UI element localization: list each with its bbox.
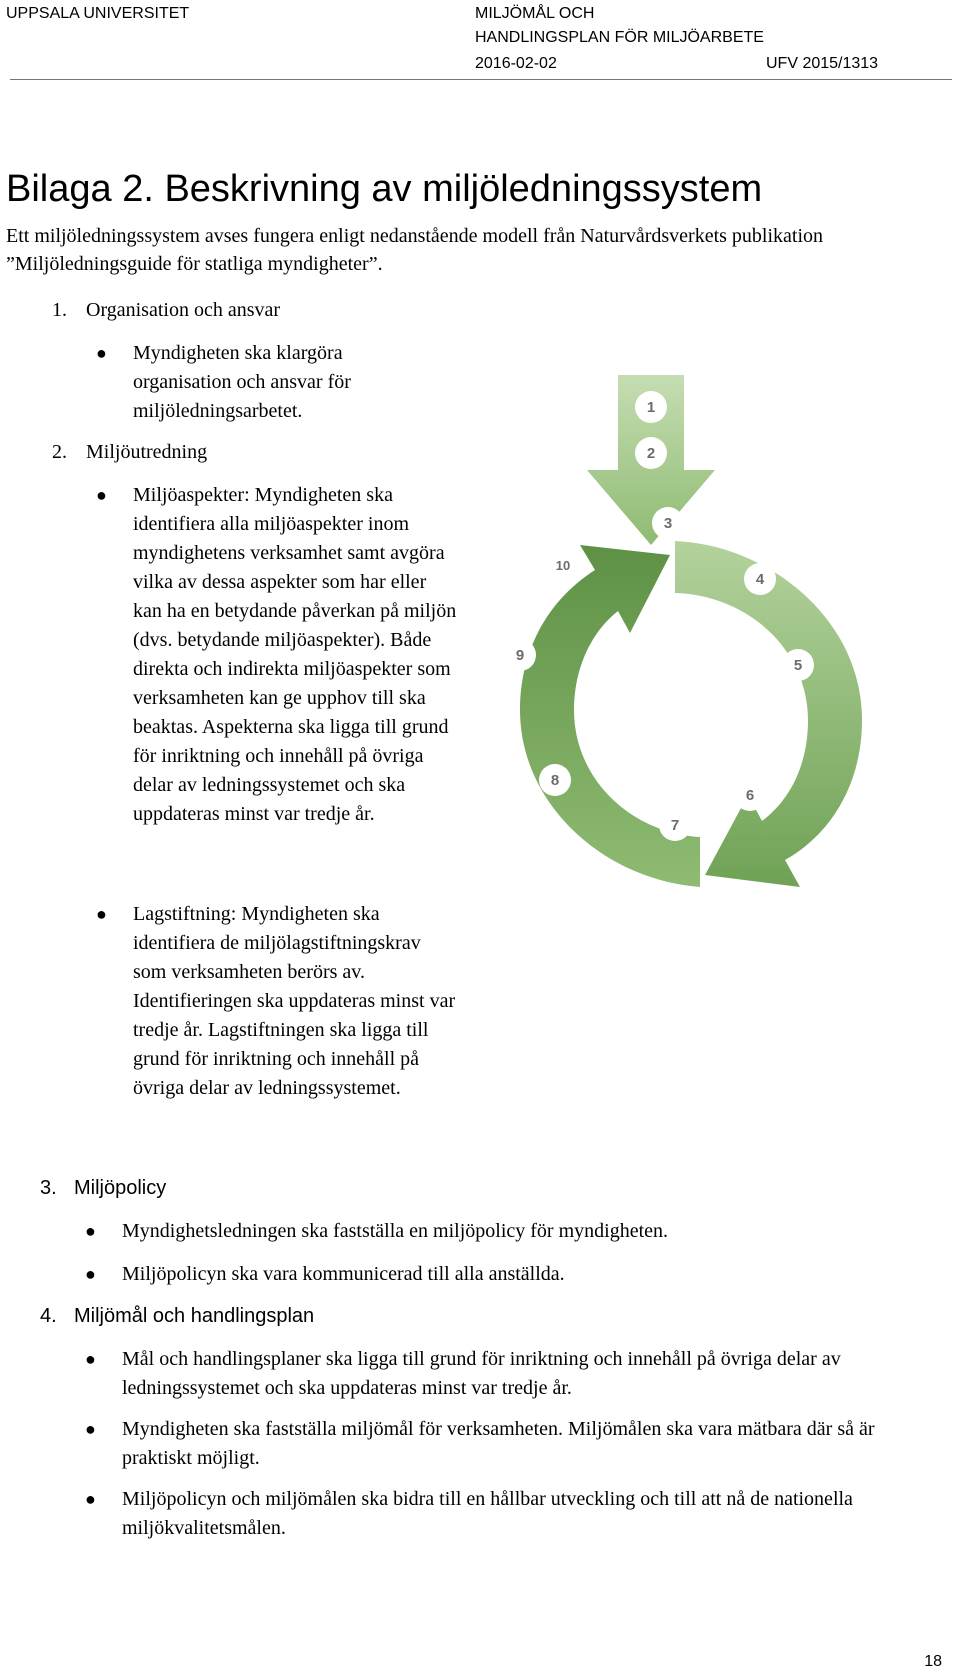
list-item: ● Myndigheten ska fastställa miljömål för verksamheten. Miljömålen ska vara mätbara där så är praktiskt möjligt. [122,1415,947,1473]
step-badge-label: 7 [670,817,680,834]
bullet-icon: ● [85,1221,96,1241]
bullet-icon: ● [96,485,107,505]
section-2-heading [52,438,207,466]
right-cycle-arrow [675,541,862,887]
step-badge-6 [734,779,766,811]
step-badge-label: 4 [755,571,765,588]
step-badge-4 [744,563,776,595]
header-date: 2016-02-02 [475,55,557,72]
step-badge-label: 8 [550,772,560,789]
header-institution: UPPSALA UNIVERSITET [6,5,190,22]
list-item: ● Lagstiftning: Myndigheten ska identifiera de miljölagstiftningskrav som verksamheten berörs av. Identifieringen ska uppdateras minst var tredje år. Lagstiftningen ska ligga till grund för inriktning och innehåll på övriga delar av ledningssystemet. [133,900,458,1103]
section-title: Miljömål och handlingsplan [74,1305,315,1327]
section-number: 3. [40,1177,57,1199]
header-doc-title-line2: HANDLINGSPLAN FÖR MILJÖARBETE [475,29,764,46]
list-item: ● Myndighetsledningen ska fastställa en miljöpolicy för myndigheten. [122,1217,942,1246]
step-badge-9 [504,639,536,671]
step-badge-label: 6 [745,787,755,804]
section-title: Organisation och ansvar [86,299,281,321]
list-item: ● Miljöpolicyn ska vara kommunicerad till alla anställda. [122,1260,942,1289]
section-4-heading [40,1302,314,1330]
section-number: 1. [52,299,67,321]
page-number: 18 [924,1653,942,1670]
bullet-icon: ● [85,1489,96,1509]
section-number: 4. [40,1305,57,1327]
header-divider [10,79,952,80]
step-badge-label: 1 [646,399,656,416]
section-1-heading [52,296,280,324]
step-badge-label: 3 [663,515,673,532]
step-badge-1 [635,391,667,423]
step-badge-2 [635,437,667,469]
list-item: ● Mål och handlingsplaner ska ligga till grund för inriktning och innehåll på övriga delar av ledningssystemet och ska uppdateras minst var tredje år. [122,1345,947,1403]
step-badge-label: 5 [793,657,803,674]
step-badge-10 [547,549,579,581]
step-badge-label: 9 [515,647,525,664]
list-item: ● Miljöaspekter: Myndigheten ska identifiera alla miljöaspekter inom myndighetens verksamhet samt avgöra vilka av dessa aspekter som har eller kan ha en betydande påverkan på miljön (dvs. betydande miljöaspekter). Både direkta och indirekta miljöaspekter som verksamheten kan ge upphov till ska beaktas. Aspekterna ska ligga till grund för inriktning och innehåll på övriga delar av ledningssystemet och ska uppdateras minst var tredje år. [133,481,458,829]
section-title: Miljöutredning [86,441,208,463]
section-title: Miljöpolicy [74,1177,167,1199]
header-reference: UFV 2015/1313 [766,55,879,72]
step-badge-3 [652,507,684,539]
management-cycle-diagram [500,375,920,950]
section-number: 2. [52,441,67,463]
intro-paragraph: Ett miljöledningssystem avses fungera enligt nedanstående modell från Naturvårdsverkets publikation ”Miljöledningsguide för statliga myndigheter”. [6,225,824,275]
bullet-icon: ● [96,343,107,363]
list-item: ● Miljöpolicyn och miljömålen ska bidra till en hållbar utveckling och till att nå de nationella miljökvalitetsmålen. [122,1485,947,1543]
step-badge-5 [782,649,814,681]
step-badge-8 [539,764,571,796]
bullet-icon: ● [85,1419,96,1439]
step-badge-7 [659,809,691,841]
list-item: ● Myndigheten ska klargöra organisation och ansvar för miljöledningsarbetet. [133,339,433,426]
bullet-icon: ● [96,904,107,924]
page-title: Bilaga 2. Beskrivning av miljöledningssystem [6,168,763,210]
bullet-icon: ● [85,1264,96,1284]
step-badge-label: 2 [646,445,656,462]
section-3-heading [40,1174,166,1202]
bullet-icon: ● [85,1349,96,1369]
header-doc-title-line1: MILJÖMÅL OCH [475,5,595,22]
step-badge-label: 10 [555,558,571,573]
